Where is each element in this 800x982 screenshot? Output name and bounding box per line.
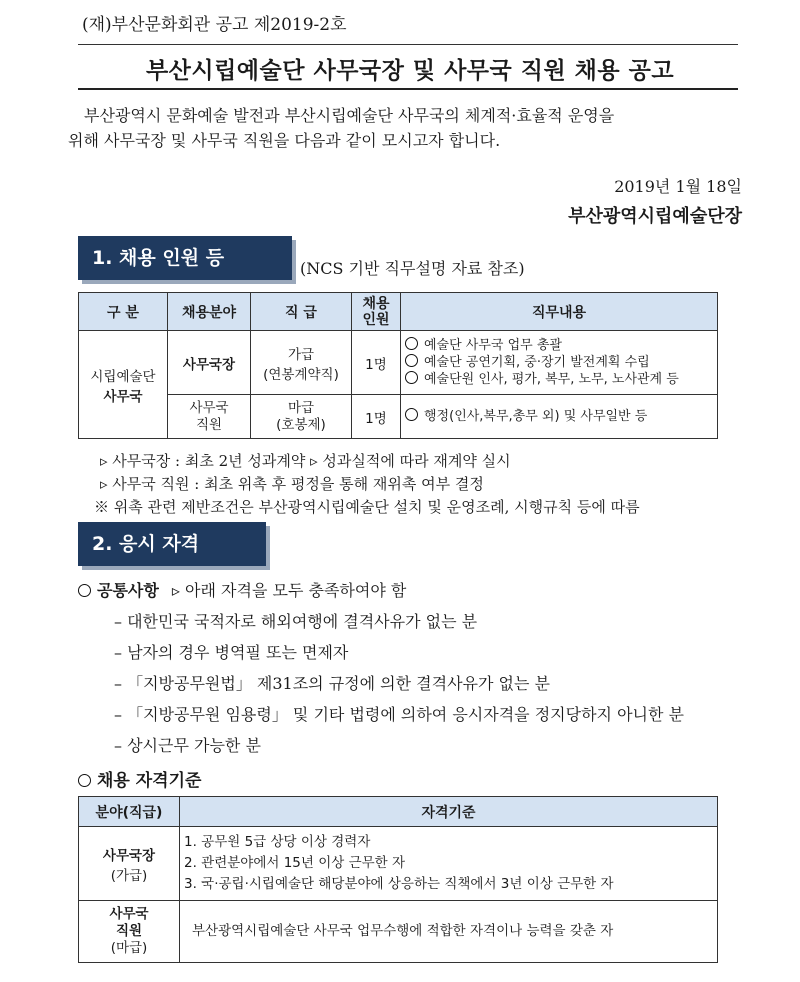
circle-bullet-icon	[78, 584, 91, 597]
count-cell: 1명	[352, 395, 401, 439]
duty-item: 예술단원 인사, 평가, 복무, 노무, 노사관계 등	[405, 371, 713, 388]
grade-cell	[251, 395, 352, 439]
top-divider	[78, 44, 738, 45]
section-1-note: (NCS 기반 직무설명 자료 참조)	[300, 259, 525, 278]
criteria-grade: (마급)	[110, 940, 148, 956]
criteria-item: 1. 공무원 5급 상당 이상 경력자	[184, 834, 371, 850]
criteria-items-cell	[180, 827, 718, 901]
section-2-heading: 2. 응시 자격	[78, 522, 266, 566]
criteria-items-cell	[180, 901, 718, 963]
requirements-list	[114, 606, 684, 761]
grade-cell	[251, 331, 352, 395]
list-item: – 「지방공무원 임용령」 및 기타 법령에 의하여 응시자격을 정지당하지 아니한 분	[114, 705, 684, 724]
org-cell	[79, 331, 168, 439]
table-row	[79, 331, 718, 395]
grade-name: 마급	[287, 399, 315, 416]
header-field: 채용분야	[168, 293, 251, 331]
field-sub: 직원	[195, 416, 223, 433]
criteria-item: 2. 관련분야에서 15년 이상 근무한 자	[184, 855, 406, 871]
field-cell	[168, 395, 251, 439]
notice-date: 2019년 1월 18일	[614, 177, 742, 196]
intro-paragraph	[68, 103, 758, 153]
duty-cell	[401, 395, 718, 439]
criteria-field-cell	[79, 901, 180, 963]
note-line: ※ 위촉 관련 제반조건은 부산광역시립예술단 설치 및 운영조례, 시행규칙 등에 따름	[94, 498, 640, 516]
table-row	[79, 827, 718, 901]
list-item: – 남자의 경우 병역필 또는 면제자	[114, 643, 349, 662]
criteria-item: 3. 국·공립·시립예술단 해당분야에 상응하는 직책에서 3년 이상 근무한 자	[184, 876, 614, 892]
circle-bullet-icon	[405, 337, 418, 350]
circle-bullet-icon	[78, 774, 91, 787]
grade-name: 가급	[287, 346, 315, 363]
notice-number: (재)부산문화회관 공고 제2019-2호	[82, 15, 347, 35]
field-cell: 사무국장	[168, 331, 251, 395]
duty-item: 예술단 공연기획, 중·장기 발전계획 수립	[405, 354, 713, 371]
count-cell: 1명	[352, 331, 401, 395]
header-category: 구 분	[79, 293, 168, 331]
section-1-heading: 1. 채용 인원 등	[78, 236, 292, 280]
header-duty: 직무내용	[401, 293, 718, 331]
recruitment-table	[78, 292, 718, 439]
criteria-heading	[78, 766, 201, 791]
section-1-notes	[94, 450, 640, 519]
circle-bullet-icon	[405, 408, 418, 421]
common-label: 공통사항	[97, 581, 159, 600]
grade-type: (호봉제)	[276, 416, 326, 433]
duty-cell	[401, 331, 718, 395]
grade-type: (연봉계약직)	[263, 366, 339, 383]
org-sub: 사무국	[103, 388, 143, 405]
field-name: 사무국	[189, 399, 229, 416]
title-divider	[78, 88, 738, 90]
list-item: – 「지방공무원법」 제31조의 규정에 의한 결격사유가 없는 분	[114, 674, 550, 693]
issuer-name: 부산광역시립예술단장	[568, 206, 742, 227]
criteria-table	[78, 796, 718, 963]
criteria-field-sub: 직원	[115, 923, 143, 939]
criteria-title: 채용 자격기준	[97, 771, 202, 791]
criteria-grade: (가급)	[110, 867, 148, 884]
circle-bullet-icon	[405, 354, 418, 367]
list-item: – 대한민국 국적자로 해외여행에 결격사유가 없는 분	[114, 612, 478, 631]
duty-item: 행정(인사,복무,총무 외) 및 사무일반 등	[405, 408, 713, 425]
common-desc: ▹ 아래 자격을 모두 충족하여야 함	[171, 581, 407, 600]
criteria-item: 부산광역시립예술단 사무국 업무수행에 적합한 자격이나 능력을 갖춘 자	[192, 923, 614, 939]
org-name: 시립예술단	[90, 368, 156, 385]
header-count: 채용 인원	[352, 293, 401, 331]
intro-line-2: 위해 사무국장 및 사무국 직원을 다음과 같이 모시고자 합니다.	[68, 131, 501, 150]
list-item: – 상시근무 가능한 분	[114, 736, 261, 755]
note-line: ▹ 사무국 직원 : 최초 위촉 후 평정을 통해 재위촉 여부 결정	[100, 475, 484, 493]
table-row	[79, 901, 718, 963]
header-grade: 직 급	[251, 293, 352, 331]
criteria-field-name: 사무국장	[102, 847, 156, 864]
page-title: 부산시립예술단 사무국장 및 사무국 직원 채용 공고	[145, 57, 675, 84]
table-row	[79, 395, 718, 439]
intro-line-1: 부산광역시 문화예술 발전과 부산시립예술단 사무국의 체계적·효율적 운영을	[84, 106, 615, 125]
circle-bullet-icon	[405, 371, 418, 384]
criteria-field-cell	[79, 827, 180, 901]
note-line: ▹ 사무국장 : 최초 2년 성과계약 ▹ 성과실적에 따라 재계약 실시	[100, 452, 511, 470]
criteria-field-name: 사무국	[109, 906, 149, 922]
header-criteria: 자격기준	[180, 797, 718, 827]
common-requirements-heading	[78, 578, 406, 601]
duty-item: 예술단 사무국 업무 총괄	[405, 337, 713, 354]
header-field-grade: 분야(직급)	[79, 797, 180, 827]
